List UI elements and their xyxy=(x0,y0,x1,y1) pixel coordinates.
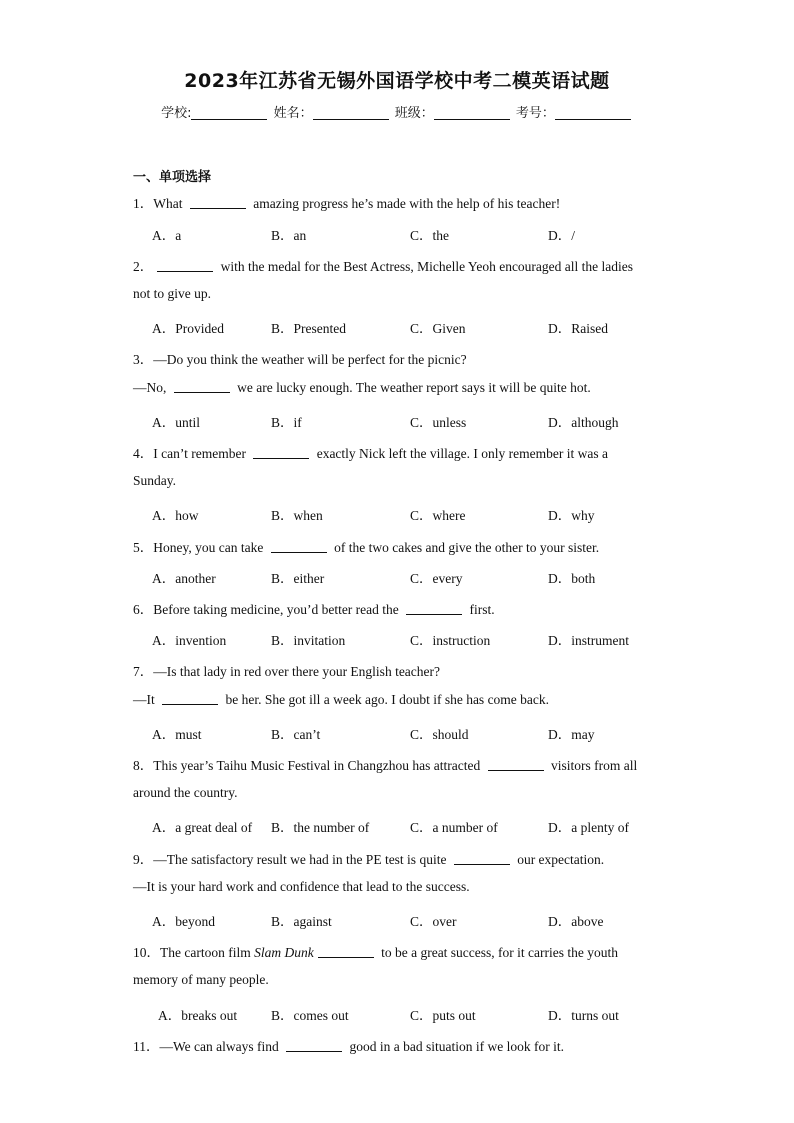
question-5 xyxy=(133,536,599,556)
question-1 xyxy=(133,192,560,212)
question-2-continued: not to give up. xyxy=(133,286,211,301)
option-b: B．invitation xyxy=(271,633,346,648)
question-9 xyxy=(133,848,604,868)
option-c: C．puts out xyxy=(410,1008,476,1023)
option-d: D．both xyxy=(548,571,596,586)
option-d: D．a plenty of xyxy=(548,820,629,835)
option-b: B．if xyxy=(271,415,302,430)
option-c: C．unless xyxy=(410,415,467,430)
question-7-reply xyxy=(133,692,549,708)
question-9-reply: —It is your hard work and confidence that lead to the success. xyxy=(133,879,470,894)
question-text: 5．Honey, you can take xyxy=(133,540,267,555)
answer-blank xyxy=(406,602,462,615)
option-d: D．turns out xyxy=(548,1008,619,1023)
option-a: A．invention xyxy=(152,633,227,648)
school-label: 学校: xyxy=(161,106,192,121)
option-d: D．Raised xyxy=(548,321,608,336)
question-8 xyxy=(133,754,637,774)
question-text: 4．I can’t remember xyxy=(133,446,250,461)
answer-blank xyxy=(286,1039,342,1052)
option-d: D．although xyxy=(548,415,619,430)
name-label: 姓名： xyxy=(273,106,313,121)
option-d: D．instrument xyxy=(548,633,629,648)
option-a: A．a great deal of xyxy=(152,820,253,835)
section-heading: 一、单项选择 xyxy=(133,170,212,185)
option-b: B．an xyxy=(271,228,307,243)
option-c: C．where xyxy=(410,508,466,523)
option-c: C．over xyxy=(410,914,457,929)
option-a: A．until xyxy=(152,415,201,430)
option-a: A．breaks out xyxy=(158,1008,238,1023)
option-b: B．against xyxy=(271,914,332,929)
question-text: our expectation. xyxy=(513,852,605,867)
question-7: 7．—Is that lady in red over there your English teacher? xyxy=(133,664,441,679)
option-a: A．must xyxy=(152,727,202,742)
question-text: 10．The cartoon film xyxy=(133,945,255,960)
answer-blank xyxy=(488,758,544,771)
option-c: C．should xyxy=(410,727,469,742)
answer-blank xyxy=(318,945,374,958)
question-3: 3．—Do you think the weather will be perfect for the picnic? xyxy=(133,352,467,367)
answer-blank xyxy=(253,446,309,459)
student-info-line xyxy=(0,102,794,121)
question-text: of the two cakes and give the other to your sister. xyxy=(330,540,600,555)
class-blank xyxy=(434,105,510,120)
question-text: 9．—The satisfactory result we had in the PE test is quite xyxy=(133,852,450,867)
option-d: D．why xyxy=(548,508,595,523)
option-a: A．a xyxy=(152,228,182,243)
question-text: —It xyxy=(133,692,159,707)
question-6 xyxy=(133,598,495,618)
question-11 xyxy=(133,1035,564,1055)
school-blank xyxy=(191,105,267,120)
question-text: we are lucky enough. The weather report says it will be quite hot. xyxy=(233,380,591,395)
question-8-continued: around the country. xyxy=(133,785,238,800)
question-3-reply xyxy=(133,380,591,396)
page-title: 2023年江苏省无锡外国语学校中考二模英语试题 xyxy=(184,70,610,92)
option-a: A．beyond xyxy=(152,914,215,929)
answer-blank xyxy=(157,259,213,272)
question-10-continued: memory of many people. xyxy=(133,972,269,987)
question-text: 1．What xyxy=(133,196,186,211)
question-text: be her. She got ill a week ago. I doubt if she has come back. xyxy=(222,692,550,707)
option-c: C．Given xyxy=(410,321,466,336)
question-2 xyxy=(133,255,633,275)
question-text: 11．—We can always find xyxy=(133,1039,283,1054)
option-b: B．when xyxy=(271,508,323,523)
question-text: 2． xyxy=(133,259,154,274)
option-a: A．how xyxy=(152,508,199,523)
answer-blank xyxy=(271,540,327,553)
question-text: good in a bad situation if we look for it. xyxy=(346,1039,564,1054)
answer-blank xyxy=(174,380,230,393)
question-4-continued: Sunday. xyxy=(133,473,176,488)
question-text: to be a great success, for it carries the youth xyxy=(377,945,619,960)
option-b: B．can’t xyxy=(271,727,321,742)
option-c: C．a number of xyxy=(410,820,498,835)
question-text: amazing progress he’s made with the help of his teacher! xyxy=(249,196,561,211)
option-c: C．instruction xyxy=(410,633,491,648)
question-text: with the medal for the Best Actress, Michelle Yeoh encouraged all the ladies xyxy=(217,259,634,274)
question-text: 8．This year’s Taihu Music Festival in Changzhou has attracted xyxy=(133,758,484,773)
option-d: D．may xyxy=(548,727,595,742)
answer-blank xyxy=(162,692,218,705)
film-title: Slam Dunk xyxy=(254,945,314,960)
option-a: A．another xyxy=(152,571,216,586)
name-blank xyxy=(313,105,389,120)
question-text: 6．Before taking medicine, you’d better read the xyxy=(133,602,403,617)
question-text: —No, xyxy=(133,380,170,395)
question-4 xyxy=(133,442,608,462)
number-blank xyxy=(555,105,631,120)
question-text: exactly Nick left the village. I only remember it was a xyxy=(313,446,608,461)
option-b: B．either xyxy=(271,571,325,586)
option-c: C．every xyxy=(410,571,463,586)
option-b: B．comes out xyxy=(271,1008,349,1023)
option-b: B．the number of xyxy=(271,820,370,835)
question-text: visitors from all xyxy=(547,758,638,773)
option-c: C．the xyxy=(410,228,449,243)
option-d: D．/ xyxy=(548,228,575,243)
number-label: 考号： xyxy=(515,106,555,121)
class-label: 班级： xyxy=(394,106,434,121)
question-10 xyxy=(133,941,618,961)
question-text: first. xyxy=(466,602,495,617)
option-a: A．Provided xyxy=(152,321,224,336)
option-b: B．Presented xyxy=(271,321,346,336)
option-d: D．above xyxy=(548,914,604,929)
answer-blank xyxy=(190,196,246,209)
answer-blank xyxy=(454,852,510,865)
